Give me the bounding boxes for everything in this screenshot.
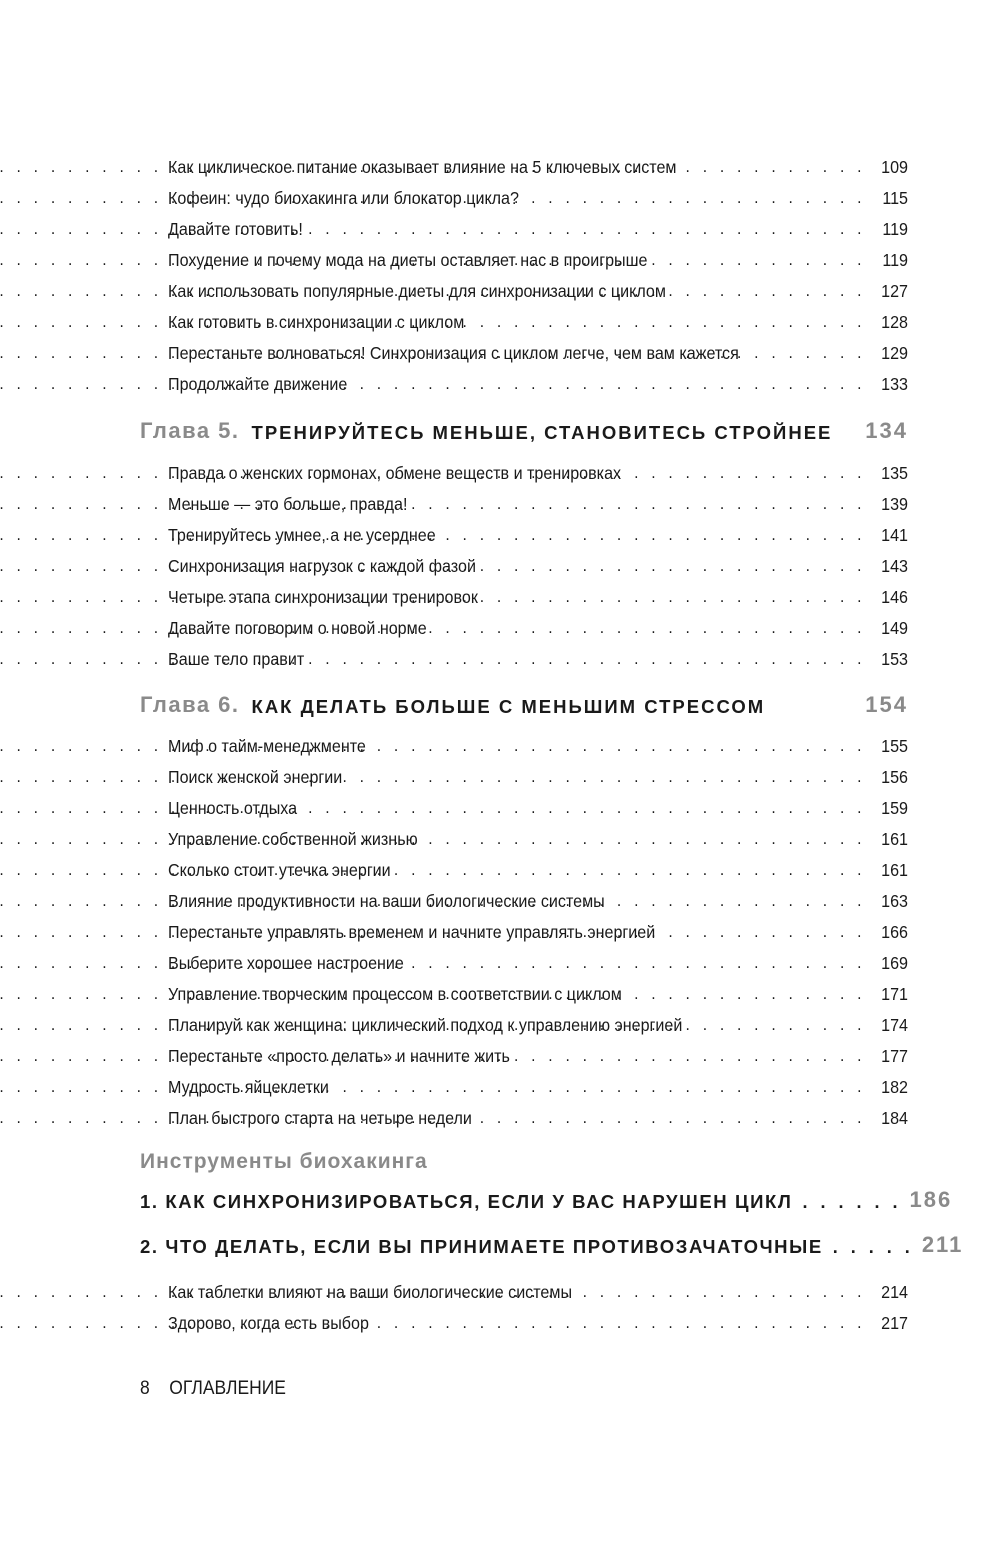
entry-page: 169 bbox=[881, 953, 908, 973]
entry-title: Давайте поговорим о новой норме bbox=[168, 618, 427, 638]
entry-page: 141 bbox=[881, 525, 908, 545]
entry-page: 159 bbox=[881, 798, 908, 818]
entry-title: Кофеин: чудо биохакинга или блокатор цикла? bbox=[168, 188, 519, 208]
entry-title: Управление собственной жизнью bbox=[168, 829, 418, 849]
entry-page: 161 bbox=[881, 829, 908, 849]
entry-title: Перестаньте управлять временем и начните управлять энергией bbox=[168, 922, 656, 942]
toc-entry[interactable] bbox=[168, 609, 908, 639]
toc-entry[interactable] bbox=[168, 148, 908, 178]
entry-title: Тренируйтесь умнее, а не усерднее bbox=[168, 525, 436, 545]
toc-entry[interactable] bbox=[168, 758, 908, 788]
entry-page: 109 bbox=[881, 157, 908, 177]
chapter-heading[interactable] bbox=[140, 414, 908, 444]
tool-heading[interactable] bbox=[140, 1183, 953, 1213]
entry-page: 217 bbox=[881, 1313, 908, 1333]
dot-leader bbox=[430, 617, 865, 639]
toc-entry[interactable] bbox=[168, 851, 908, 881]
entry-page: 135 bbox=[881, 463, 908, 483]
entry-title: Похудение и почему мода на диеты оставляет нас в проигрыше bbox=[168, 250, 648, 270]
entry-title: Как таблетки влияют на ваши биологические системы bbox=[168, 1282, 573, 1302]
toc-entry[interactable] bbox=[168, 210, 908, 240]
dot-leader bbox=[408, 952, 866, 974]
entry-page: 143 bbox=[881, 556, 908, 576]
toc-entry[interactable] bbox=[168, 547, 908, 577]
dot-leader bbox=[480, 555, 866, 577]
entry-page: 155 bbox=[881, 736, 908, 756]
chapter-title: ТРЕНИРУЙТЕСЬ МЕНЬШЕ, СТАНОВИТЕСЬ СТРОЙНЕЕ bbox=[251, 422, 833, 443]
dot-leader bbox=[625, 983, 865, 1005]
entry-page: 182 bbox=[881, 1077, 908, 1097]
dot-leader bbox=[651, 249, 865, 271]
entry-page: 177 bbox=[881, 1046, 908, 1066]
dot-leader bbox=[308, 648, 866, 670]
entry-title: Ваше тело правит bbox=[168, 649, 305, 669]
toc-entry[interactable] bbox=[168, 882, 908, 912]
entry-title: Давайте готовить! bbox=[168, 219, 303, 239]
entry-page: 163 bbox=[881, 891, 908, 911]
chapter-heading[interactable] bbox=[140, 688, 908, 718]
entry-title: Перестаньте волноваться! Синхронизация с циклом легче, чем вам кажется bbox=[168, 343, 739, 363]
entry-title: Выберите хорошее настроение bbox=[168, 953, 404, 973]
chapter-number: Глава 5. bbox=[140, 418, 240, 443]
entry-title: Перестаньте «просто делать» и начните жить bbox=[168, 1046, 510, 1066]
dot-leader bbox=[333, 1076, 866, 1098]
entry-page: 115 bbox=[882, 188, 908, 208]
dot-leader bbox=[346, 766, 866, 788]
entry-page: 153 bbox=[881, 649, 908, 669]
entry-title: Меньше — это больше, правда! bbox=[168, 494, 408, 514]
toc-entry[interactable] bbox=[168, 789, 908, 819]
entry-title: Ценность отдыха bbox=[168, 798, 298, 818]
dot-leader bbox=[468, 311, 866, 333]
dot-leader bbox=[608, 890, 865, 912]
toc-entry[interactable] bbox=[168, 913, 908, 943]
dot-leader: . . . . . bbox=[832, 1237, 914, 1257]
entry-page: 156 bbox=[881, 767, 908, 787]
dot-leader bbox=[370, 735, 866, 757]
toc-entry[interactable] bbox=[168, 485, 908, 515]
entry-page: 161 bbox=[881, 860, 908, 880]
entry-page: 166 bbox=[881, 922, 908, 942]
entry-title: Синхронизация нагрузок с каждой фазой bbox=[168, 556, 476, 576]
toc-entry[interactable] bbox=[168, 365, 908, 395]
toc-entry[interactable] bbox=[168, 820, 908, 850]
toc-entry[interactable] bbox=[168, 975, 908, 1005]
toc-entry[interactable] bbox=[168, 334, 908, 364]
entry-page: 128 bbox=[881, 312, 908, 332]
entry-title: План быстрого старта на четыре недели bbox=[168, 1108, 472, 1128]
entry-page: 149 bbox=[881, 618, 908, 638]
entry-title: Как циклическое питание оказывает влияние на 5 ключевых систем bbox=[168, 157, 677, 177]
dot-leader bbox=[576, 1281, 866, 1303]
dot-leader bbox=[670, 280, 866, 302]
dot-leader bbox=[439, 524, 865, 546]
entry-title: Как использовать популярные диеты для синхронизации с циклом bbox=[168, 281, 666, 301]
entry-page: 119 bbox=[882, 250, 908, 270]
entry-title: Поиск женской энергии bbox=[168, 767, 343, 787]
toc-entry[interactable] bbox=[168, 1006, 908, 1036]
toc-entry[interactable] bbox=[168, 272, 908, 302]
dot-leader bbox=[482, 586, 866, 608]
dot-leader bbox=[301, 797, 866, 819]
running-head: ОГЛАВЛЕНИЕ bbox=[169, 1378, 286, 1399]
toc-entry[interactable] bbox=[168, 454, 908, 484]
page-number: 8 bbox=[140, 1378, 150, 1399]
entry-page: 214 bbox=[881, 1282, 908, 1302]
toc-entry[interactable] bbox=[168, 179, 908, 209]
toc-entry[interactable] bbox=[168, 1273, 908, 1303]
dot-leader bbox=[523, 187, 866, 209]
entry-title: Управление творческим процессом в соответствии с циклом bbox=[168, 984, 622, 1004]
tool-heading[interactable] bbox=[140, 1228, 964, 1258]
toc-entry[interactable] bbox=[168, 1037, 908, 1067]
entry-title: Планируй как женщина: циклический подход к управлению энергией bbox=[168, 1015, 683, 1035]
entry-title: Миф о тайм-менеджменте bbox=[168, 736, 366, 756]
toc-entry[interactable] bbox=[168, 303, 908, 333]
chapter-page: 154 bbox=[865, 692, 908, 717]
dot-leader bbox=[686, 1014, 866, 1036]
tool-page: 211 bbox=[921, 1232, 964, 1257]
tool-page: 186 bbox=[909, 1187, 953, 1212]
entry-title: Правда о женских гормонах, обмене веществ и тренировках bbox=[168, 463, 622, 483]
toc-entry[interactable] bbox=[168, 1068, 908, 1098]
dot-leader bbox=[394, 859, 865, 881]
section-title: Инструменты биохакинга bbox=[140, 1150, 428, 1173]
entry-page: 174 bbox=[881, 1015, 908, 1035]
dot-leader: . . . . . . bbox=[802, 1192, 902, 1212]
dot-leader bbox=[307, 218, 866, 240]
toc-entry[interactable] bbox=[168, 640, 908, 670]
entry-page: 184 bbox=[881, 1108, 908, 1128]
toc-entry[interactable] bbox=[168, 578, 908, 608]
page-footer bbox=[140, 1378, 286, 1400]
entry-page: 129 bbox=[881, 343, 908, 363]
dot-leader bbox=[373, 1312, 866, 1334]
toc-entry[interactable] bbox=[168, 1099, 908, 1129]
entry-page: 139 bbox=[881, 494, 908, 514]
tool-title: 2. ЧТО ДЕЛАТЬ, ЕСЛИ ВЫ ПРИНИМАЕТЕ ПРОТИВОЗАЧАТОЧНЫЕ bbox=[140, 1236, 823, 1257]
toc-entry[interactable] bbox=[168, 944, 908, 974]
chapter-page: 134 bbox=[865, 418, 908, 443]
dot-leader bbox=[514, 1045, 866, 1067]
toc-entry[interactable] bbox=[168, 241, 908, 271]
tool-title: 1. КАК СИНХРОНИЗИРОВАТЬСЯ, ЕСЛИ У ВАС НАРУШЕН ЦИКЛ bbox=[140, 1191, 793, 1212]
entry-title: Мудрость яйцеклетки bbox=[168, 1077, 329, 1097]
toc-entry[interactable] bbox=[168, 516, 908, 546]
entry-title: Четыре этапа синхронизации тренировок bbox=[168, 587, 478, 607]
chapter-title: КАК ДЕЛАТЬ БОЛЬШЕ С МЕНЬШИМ СТРЕССОМ bbox=[251, 696, 766, 717]
entry-page: 146 bbox=[881, 587, 908, 607]
dot-leader bbox=[625, 462, 866, 484]
dot-leader bbox=[680, 156, 865, 178]
entry-page: 127 bbox=[881, 281, 908, 301]
dot-leader bbox=[351, 373, 866, 395]
entry-title: Продолжайте движение bbox=[168, 374, 348, 394]
toc-entry[interactable] bbox=[168, 1304, 908, 1334]
dot-leader bbox=[421, 828, 865, 850]
entry-title: Как готовить в синхронизации с циклом bbox=[168, 312, 465, 332]
entry-title: Сколько стоит утечка энергии bbox=[168, 860, 391, 880]
dot-leader bbox=[659, 921, 866, 943]
chapter-number: Глава 6. bbox=[140, 692, 240, 717]
dot-leader bbox=[476, 1107, 866, 1129]
entry-title: Влияние продуктивности на ваши биологические системы bbox=[168, 891, 605, 911]
entry-page: 119 bbox=[882, 219, 908, 239]
toc-entry[interactable] bbox=[168, 727, 908, 757]
dot-leader bbox=[411, 493, 866, 515]
entry-page: 133 bbox=[881, 374, 908, 394]
dot-leader bbox=[743, 342, 866, 364]
entry-page: 171 bbox=[881, 984, 908, 1004]
entry-title: Здорово, когда есть выбор bbox=[168, 1313, 369, 1333]
